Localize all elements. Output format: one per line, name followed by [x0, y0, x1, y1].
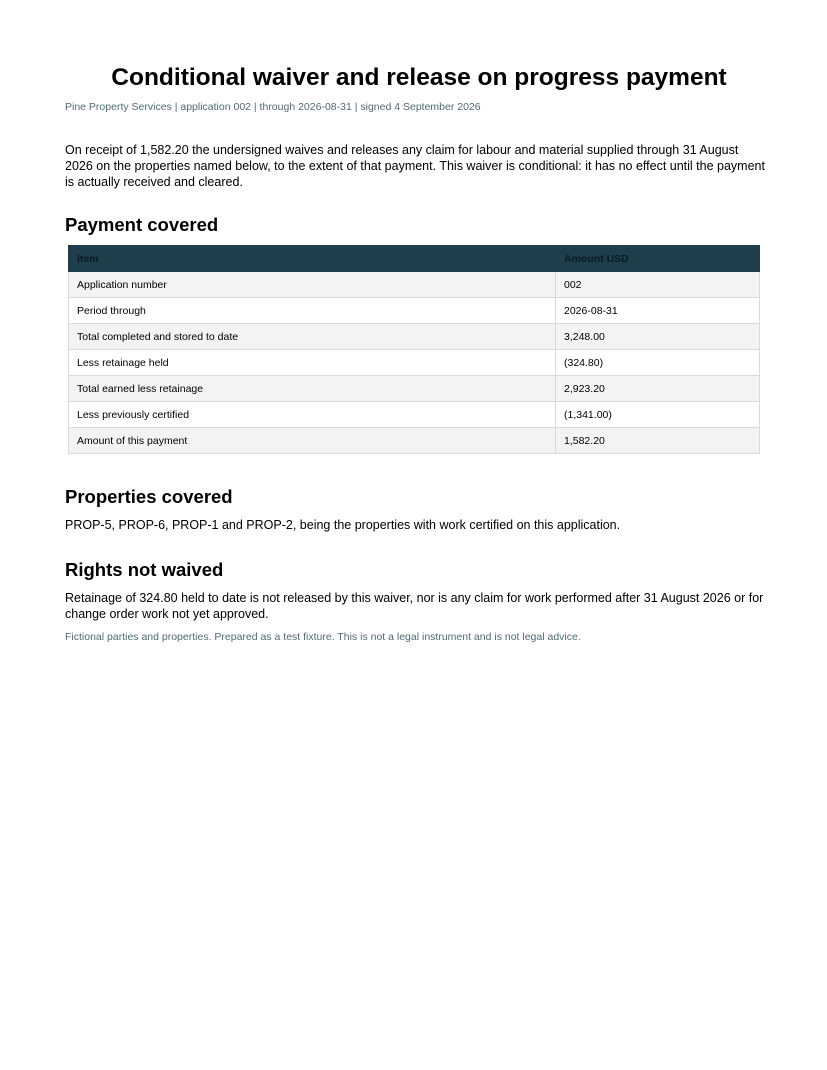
document-meta: Pine Property Services | application 002 | through 2026-08-31 | signed 4 September 2026 [65, 101, 481, 113]
disclaimer-footer: Fictional parties and properties. Prepared as a test fixture. This is not a legal instrument and is not legal advice. [65, 631, 581, 643]
amount-cell: 002 [556, 272, 760, 298]
table-row [69, 272, 760, 298]
table-row [69, 376, 760, 402]
rights-not-waived-text: Retainage of 324.80 held to date is not released by this waiver, nor is any claim for work performed after 31 August 2026 or for change order work not yet approved. [65, 591, 764, 621]
table-header-row [69, 246, 760, 272]
amount-cell: 1,582.20 [556, 428, 760, 454]
table-row [69, 402, 760, 428]
amount-cell: (324.80) [556, 350, 760, 376]
item-cell: Total earned less retainage [69, 376, 556, 402]
payment-table [68, 245, 760, 454]
rights-not-waived-heading: Rights not waived [65, 559, 224, 580]
document-title: Conditional waiver and release on progress payment [111, 64, 727, 91]
item-cell: Application number [69, 272, 556, 298]
item-cell: Period through [69, 298, 556, 324]
table-row [69, 298, 760, 324]
amount-cell: 2026-08-31 [556, 298, 760, 324]
item-cell: Less retainage held [69, 350, 556, 376]
amount-cell: 3,248.00 [556, 324, 760, 350]
item-cell: Less previously certified [69, 402, 556, 428]
intro-paragraph: On receipt of 1,582.20 the undersigned waives and releases any claim for labour and material supplied through 31 August 2026 on the properties named below, to the extent of that payment. This waiver is conditional: it has no effect until the payment is actually received and cleared. [65, 143, 765, 189]
properties-covered-heading: Properties covered [65, 486, 233, 507]
table-row [69, 324, 760, 350]
table-row [69, 350, 760, 376]
payment-covered-heading: Payment covered [65, 214, 219, 235]
column-header-amount: Amount USD [556, 246, 760, 272]
table-row [69, 428, 760, 454]
column-header-item: Item [69, 246, 556, 272]
item-cell: Amount of this payment [69, 428, 556, 454]
item-cell: Total completed and stored to date [69, 324, 556, 350]
amount-cell: 2,923.20 [556, 376, 760, 402]
properties-covered-text: PROP-5, PROP-6, PROP-1 and PROP-2, being the properties with work certified on this application. [65, 518, 621, 532]
amount-cell: (1,341.00) [556, 402, 760, 428]
